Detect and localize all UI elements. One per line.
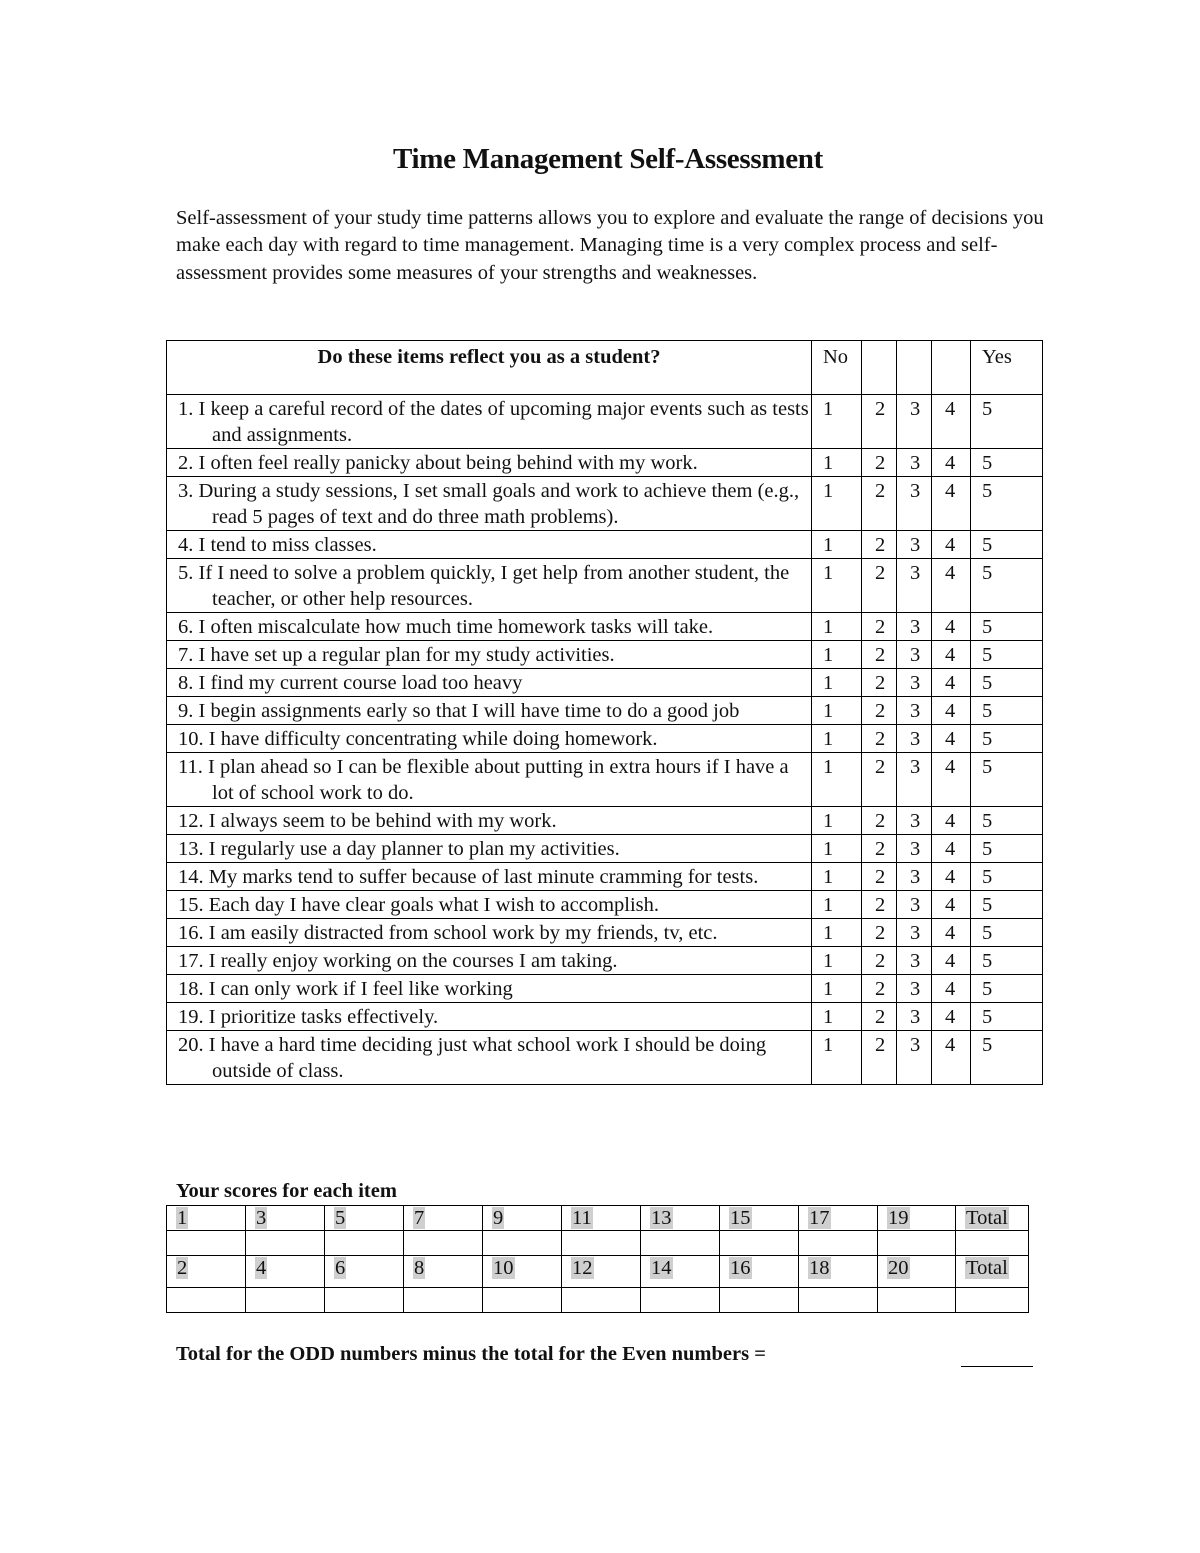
- rating-option-4[interactable]: 4: [932, 891, 971, 919]
- odd-item-cell: [246, 1206, 325, 1231]
- even-item-number: 4: [256, 1257, 267, 1279]
- rating-option-5[interactable]: 5: [971, 641, 1043, 669]
- rating-option-3[interactable]: 3: [897, 395, 932, 449]
- rating-option-3[interactable]: 3: [897, 947, 932, 975]
- table-row: [167, 725, 1043, 753]
- odd-item-number: 3: [256, 1207, 267, 1229]
- item-cell: [167, 753, 812, 807]
- rating-option-3[interactable]: 3: [897, 613, 932, 641]
- rating-option-2[interactable]: 2: [862, 477, 897, 531]
- rating-option-5[interactable]: 5: [971, 1031, 1043, 1085]
- rating-option-2[interactable]: 2: [862, 947, 897, 975]
- rating-option-2[interactable]: 2: [862, 835, 897, 863]
- rating-option-1[interactable]: 1: [812, 975, 862, 1003]
- rating-option-3[interactable]: 3: [897, 697, 932, 725]
- table-row: [167, 863, 1043, 891]
- rating-option-4[interactable]: 4: [932, 1031, 971, 1085]
- even-item-number: Total: [966, 1257, 1008, 1279]
- rating-option-2[interactable]: 2: [862, 975, 897, 1003]
- scale-header-3: [897, 341, 932, 395]
- rating-option-1[interactable]: 1: [812, 477, 862, 531]
- item-text: 6. I often miscalculate how much time homework tasks will take.: [178, 616, 714, 638]
- odd-item-cell: [483, 1206, 562, 1231]
- question-header: Do these items reflect you as a student?: [167, 341, 812, 395]
- table-row: [167, 559, 1043, 613]
- item-cell: [167, 835, 812, 863]
- table-row: [167, 613, 1043, 641]
- rating-option-1[interactable]: 1: [812, 669, 862, 697]
- table-row: [167, 395, 1043, 449]
- item-cell: [167, 807, 812, 835]
- score-entry-cell[interactable]: [641, 1288, 720, 1313]
- score-entry-cell[interactable]: [878, 1231, 956, 1256]
- odd-item-cell: [641, 1206, 720, 1231]
- rating-option-2[interactable]: 2: [862, 891, 897, 919]
- rating-option-2[interactable]: 2: [862, 613, 897, 641]
- item-text: 4. I tend to miss classes.: [178, 534, 377, 556]
- rating-option-4[interactable]: 4: [932, 975, 971, 1003]
- answer-blank-line[interactable]: [961, 1343, 1033, 1367]
- table-row: [167, 891, 1043, 919]
- score-entry-cell[interactable]: [878, 1288, 956, 1313]
- rating-option-3[interactable]: 3: [897, 669, 932, 697]
- rating-option-5[interactable]: 5: [971, 449, 1043, 477]
- rating-option-5[interactable]: 5: [971, 613, 1043, 641]
- rating-option-5[interactable]: 5: [971, 395, 1043, 449]
- rating-option-1[interactable]: 1: [812, 559, 862, 613]
- rating-option-5[interactable]: 5: [971, 975, 1043, 1003]
- even-item-cell: [246, 1256, 325, 1288]
- rating-option-2[interactable]: 2: [862, 1003, 897, 1031]
- rating-option-3[interactable]: 3: [897, 807, 932, 835]
- rating-option-5[interactable]: 5: [971, 807, 1043, 835]
- item-cell: [167, 531, 812, 559]
- rating-option-3[interactable]: 3: [897, 449, 932, 477]
- rating-option-2[interactable]: 2: [862, 1031, 897, 1085]
- item-text: 11. I plan ahead so I can be flexible about putting in extra hours if I have a lot of school work to do.: [178, 756, 789, 804]
- item-text: 14. My marks tend to suffer because of last minute cramming for tests.: [178, 866, 759, 888]
- item-cell: [167, 477, 812, 531]
- rating-option-3[interactable]: 3: [897, 975, 932, 1003]
- rating-option-2[interactable]: 2: [862, 531, 897, 559]
- table-row: [167, 975, 1043, 1003]
- score-entry-cell[interactable]: [720, 1288, 799, 1313]
- item-cell: [167, 613, 812, 641]
- rating-option-3[interactable]: 3: [897, 477, 932, 531]
- odd-item-number: 7: [414, 1207, 425, 1229]
- even-item-number: 6: [335, 1257, 346, 1279]
- item-text: 10. I have difficulty concentrating while doing homework.: [178, 728, 658, 750]
- rating-option-5[interactable]: 5: [971, 531, 1043, 559]
- rating-option-4[interactable]: 4: [932, 641, 971, 669]
- table-row: [167, 477, 1043, 531]
- even-item-cell: [562, 1256, 641, 1288]
- even-item-number: 8: [414, 1257, 425, 1279]
- item-text: 15. Each day I have clear goals what I wish to accomplish.: [178, 894, 660, 916]
- rating-option-4[interactable]: 4: [932, 613, 971, 641]
- rating-option-3[interactable]: 3: [897, 641, 932, 669]
- final-calculation: [176, 1343, 1036, 1366]
- odd-item-number: 19: [888, 1207, 909, 1229]
- even-item-number: 10: [493, 1257, 514, 1279]
- even-item-cell: [167, 1256, 246, 1288]
- rating-option-5[interactable]: 5: [971, 725, 1043, 753]
- score-entry-cell[interactable]: [956, 1231, 1029, 1256]
- odd-item-cell: [404, 1206, 483, 1231]
- rating-option-1[interactable]: 1: [812, 753, 862, 807]
- odd-item-number: 1: [177, 1207, 188, 1229]
- even-item-number: 16: [730, 1257, 751, 1279]
- intro-paragraph: Self-assessment of your study time patterns allows you to explore and evaluate the range of decisions you make each day with regard to time management. Managing time is a very complex process and self-assessment provides some measures of your strengths and weaknesses.: [176, 207, 1044, 284]
- rating-option-5[interactable]: 5: [971, 891, 1043, 919]
- odd-item-number: 11: [572, 1207, 592, 1229]
- rating-option-5[interactable]: 5: [971, 919, 1043, 947]
- odd-item-cell: [956, 1206, 1029, 1231]
- even-item-cell: [799, 1256, 878, 1288]
- rating-option-3[interactable]: 3: [897, 1003, 932, 1031]
- rating-option-3[interactable]: 3: [897, 919, 932, 947]
- item-cell: [167, 1031, 812, 1085]
- rating-option-2[interactable]: 2: [862, 669, 897, 697]
- rating-option-4[interactable]: 4: [932, 835, 971, 863]
- item-text: 20. I have a hard time deciding just what school work I should be doing outside of class.: [178, 1034, 767, 1082]
- item-text: 5. If I need to solve a problem quickly, I get help from another student, the teacher, or other help resources.: [178, 562, 790, 610]
- rating-option-5[interactable]: 5: [971, 477, 1043, 531]
- rating-option-3[interactable]: 3: [897, 835, 932, 863]
- rating-option-2[interactable]: 2: [862, 725, 897, 753]
- even-item-number: 20: [888, 1257, 909, 1279]
- scores-table: [166, 1205, 1029, 1313]
- table-row: [167, 641, 1043, 669]
- item-text: 3. During a study sessions, I set small goals and work to achieve them (e.g., read 5 pages of text and do three math problems).: [178, 480, 800, 528]
- score-entry-cell[interactable]: [167, 1231, 246, 1256]
- item-cell: [167, 559, 812, 613]
- rating-option-5[interactable]: 5: [971, 669, 1043, 697]
- table-row: [167, 449, 1043, 477]
- rating-option-1[interactable]: 1: [812, 697, 862, 725]
- rating-option-2[interactable]: 2: [862, 641, 897, 669]
- rating-option-2[interactable]: 2: [862, 863, 897, 891]
- rating-option-1[interactable]: 1: [812, 947, 862, 975]
- rating-option-1[interactable]: 1: [812, 891, 862, 919]
- rating-option-1[interactable]: 1: [812, 613, 862, 641]
- rating-option-5[interactable]: 5: [971, 559, 1043, 613]
- table-row: [167, 835, 1043, 863]
- rating-option-3[interactable]: 3: [897, 1031, 932, 1085]
- scores-label: Your scores for each item: [176, 1180, 397, 1202]
- item-cell: [167, 669, 812, 697]
- score-entry-cell[interactable]: [641, 1231, 720, 1256]
- even-item-number: 12: [572, 1257, 593, 1279]
- rating-option-4[interactable]: 4: [932, 807, 971, 835]
- score-entry-cell[interactable]: [246, 1288, 325, 1313]
- rating-option-3[interactable]: 3: [897, 559, 932, 613]
- rating-option-1[interactable]: 1: [812, 1031, 862, 1085]
- rating-option-4[interactable]: 4: [932, 477, 971, 531]
- odd-item-number: 5: [335, 1207, 346, 1229]
- scale-header-yes: Yes: [971, 341, 1043, 395]
- odd-item-number: Total: [966, 1207, 1008, 1229]
- assessment-table: [166, 340, 1043, 1085]
- rating-option-2[interactable]: 2: [862, 919, 897, 947]
- rating-option-1[interactable]: 1: [812, 919, 862, 947]
- item-cell: [167, 863, 812, 891]
- rating-option-4[interactable]: 4: [932, 919, 971, 947]
- rating-option-5[interactable]: 5: [971, 753, 1043, 807]
- even-item-cell: [404, 1256, 483, 1288]
- scale-header-4: [932, 341, 971, 395]
- item-cell: [167, 697, 812, 725]
- score-entry-cell[interactable]: [483, 1231, 562, 1256]
- rating-option-1[interactable]: 1: [812, 531, 862, 559]
- item-text: 2. I often feel really panicky about being behind with my work.: [178, 452, 698, 474]
- odd-item-cell: [878, 1206, 956, 1231]
- odd-item-number: 15: [730, 1207, 751, 1229]
- item-text: 13. I regularly use a day planner to plan my activities.: [178, 838, 620, 860]
- score-entry-cell[interactable]: [325, 1231, 404, 1256]
- item-cell: [167, 1003, 812, 1031]
- score-entry-cell[interactable]: [562, 1288, 641, 1313]
- even-item-cell: [878, 1256, 956, 1288]
- scale-header-2: [862, 341, 897, 395]
- score-entry-cell[interactable]: [799, 1288, 878, 1313]
- rating-option-4[interactable]: 4: [932, 395, 971, 449]
- even-item-cell: [720, 1256, 799, 1288]
- table-row: [167, 947, 1043, 975]
- item-text: 18. I can only work if I feel like working: [178, 978, 513, 1000]
- odd-item-cell: [562, 1206, 641, 1231]
- item-text: 12. I always seem to be behind with my work.: [178, 810, 557, 832]
- score-entry-cell[interactable]: [404, 1288, 483, 1313]
- table-row: [167, 531, 1043, 559]
- table-row: [167, 807, 1043, 835]
- even-item-cell: [483, 1256, 562, 1288]
- rating-option-4[interactable]: 4: [932, 725, 971, 753]
- table-row: [167, 1031, 1043, 1085]
- final-calculation-text: Total for the ODD numbers minus the total for the Even numbers =: [176, 1343, 766, 1365]
- rating-option-4[interactable]: 4: [932, 697, 971, 725]
- odd-item-cell: [325, 1206, 404, 1231]
- even-item-cell: [641, 1256, 720, 1288]
- rating-option-3[interactable]: 3: [897, 863, 932, 891]
- item-cell: [167, 641, 812, 669]
- rating-option-5[interactable]: 5: [971, 697, 1043, 725]
- rating-option-4[interactable]: 4: [932, 669, 971, 697]
- rating-option-1[interactable]: 1: [812, 449, 862, 477]
- table-row: [167, 697, 1043, 725]
- rating-option-1[interactable]: 1: [812, 863, 862, 891]
- rating-option-4[interactable]: 4: [932, 559, 971, 613]
- table-row: [167, 753, 1043, 807]
- score-entry-cell[interactable]: [720, 1231, 799, 1256]
- even-items-row: [167, 1256, 1029, 1288]
- rating-option-2[interactable]: 2: [862, 395, 897, 449]
- rating-option-2[interactable]: 2: [862, 697, 897, 725]
- score-entry-cell[interactable]: [483, 1288, 562, 1313]
- item-text: 16. I am easily distracted from school work by my friends, tv, etc.: [178, 922, 718, 944]
- table-header-row: [167, 341, 1043, 395]
- table-row: [167, 919, 1043, 947]
- score-entry-cell[interactable]: [246, 1231, 325, 1256]
- item-text: 19. I prioritize tasks effectively.: [178, 1006, 439, 1028]
- item-text: 8. I find my current course load too heavy: [178, 672, 523, 694]
- even-item-number: 14: [651, 1257, 672, 1279]
- rating-option-5[interactable]: 5: [971, 863, 1043, 891]
- rating-option-1[interactable]: 1: [812, 1003, 862, 1031]
- table-row: [167, 1003, 1043, 1031]
- odd-items-row: [167, 1206, 1029, 1231]
- item-text: 7. I have set up a regular plan for my study activities.: [178, 644, 615, 666]
- rating-option-3[interactable]: 3: [897, 725, 932, 753]
- item-cell: [167, 725, 812, 753]
- rating-option-2[interactable]: 2: [862, 807, 897, 835]
- item-cell: [167, 975, 812, 1003]
- rating-option-1[interactable]: 1: [812, 835, 862, 863]
- item-cell: [167, 919, 812, 947]
- odd-scores-entry-row: [167, 1231, 1029, 1256]
- rating-option-2[interactable]: 2: [862, 559, 897, 613]
- rating-option-5[interactable]: 5: [971, 947, 1043, 975]
- rating-option-1[interactable]: 1: [812, 395, 862, 449]
- odd-item-cell: [167, 1206, 246, 1231]
- rating-option-4[interactable]: 4: [932, 947, 971, 975]
- rating-option-4[interactable]: 4: [932, 1003, 971, 1031]
- rating-option-5[interactable]: 5: [971, 835, 1043, 863]
- rating-option-3[interactable]: 3: [897, 531, 932, 559]
- even-item-number: 2: [177, 1257, 188, 1279]
- rating-option-1[interactable]: 1: [812, 641, 862, 669]
- odd-item-cell: [720, 1206, 799, 1231]
- rating-option-4[interactable]: 4: [932, 449, 971, 477]
- score-entry-cell[interactable]: [404, 1231, 483, 1256]
- rating-option-2[interactable]: 2: [862, 753, 897, 807]
- odd-item-number: 17: [809, 1207, 830, 1229]
- rating-option-2[interactable]: 2: [862, 449, 897, 477]
- page-title: Time Management Self-Assessment: [393, 143, 823, 175]
- item-cell: [167, 891, 812, 919]
- even-item-cell: [956, 1256, 1029, 1288]
- score-entry-cell[interactable]: [956, 1288, 1029, 1313]
- rating-option-5[interactable]: 5: [971, 1003, 1043, 1031]
- rating-option-4[interactable]: 4: [932, 531, 971, 559]
- odd-item-number: 13: [651, 1207, 672, 1229]
- rating-option-3[interactable]: 3: [897, 753, 932, 807]
- rating-option-4[interactable]: 4: [932, 863, 971, 891]
- even-scores-entry-row: [167, 1288, 1029, 1313]
- item-cell: [167, 449, 812, 477]
- item-cell: [167, 395, 812, 449]
- score-entry-cell[interactable]: [325, 1288, 404, 1313]
- rating-option-3[interactable]: 3: [897, 891, 932, 919]
- score-entry-cell[interactable]: [799, 1231, 878, 1256]
- item-text: 1. I keep a careful record of the dates of upcoming major events such as tests and assignments.: [178, 398, 809, 446]
- score-entry-cell[interactable]: [562, 1231, 641, 1256]
- item-text: 17. I really enjoy working on the courses I am taking.: [178, 950, 618, 972]
- table-row: [167, 669, 1043, 697]
- rating-option-1[interactable]: 1: [812, 725, 862, 753]
- item-text: 9. I begin assignments early so that I will have time to do a good job: [178, 700, 740, 722]
- even-item-cell: [325, 1256, 404, 1288]
- rating-option-1[interactable]: 1: [812, 807, 862, 835]
- odd-item-number: 9: [493, 1207, 504, 1229]
- scale-header-no: No: [812, 341, 862, 395]
- item-cell: [167, 947, 812, 975]
- even-item-number: 18: [809, 1257, 830, 1279]
- score-entry-cell[interactable]: [167, 1288, 246, 1313]
- rating-option-4[interactable]: 4: [932, 753, 971, 807]
- odd-item-cell: [799, 1206, 878, 1231]
